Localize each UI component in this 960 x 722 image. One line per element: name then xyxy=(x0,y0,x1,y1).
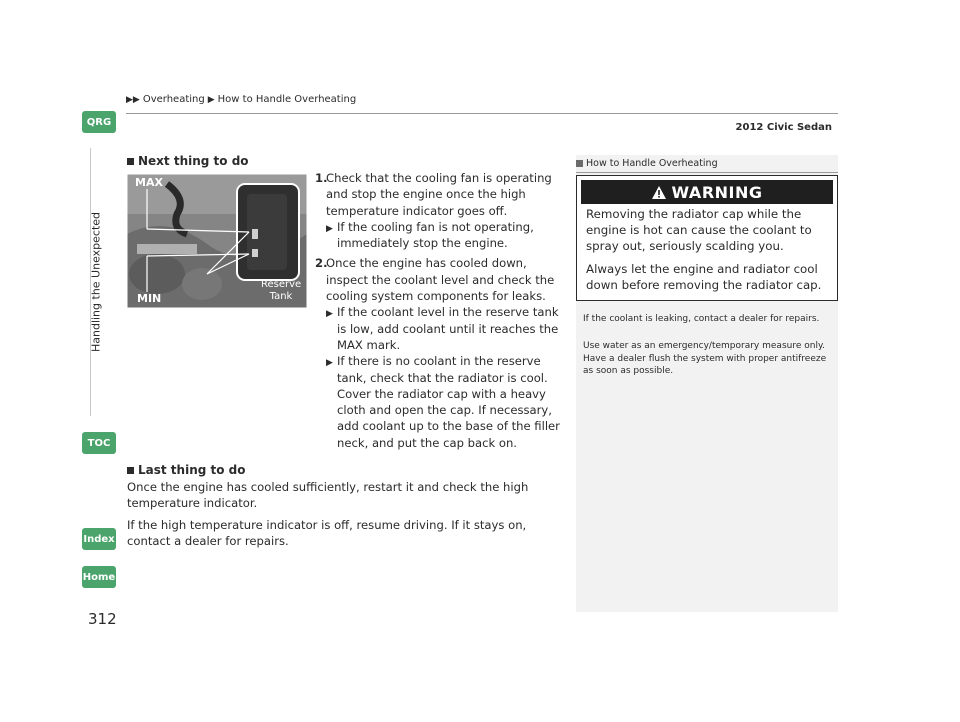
arrow-right-icon: ▶ xyxy=(326,309,333,320)
next-heading-text: Next thing to do xyxy=(138,154,249,168)
model-title: 2012 Civic Sedan xyxy=(735,122,832,133)
reserve-label-line2: Tank xyxy=(269,291,293,302)
breadcrumb-item-how-to-handle[interactable]: How to Handle Overheating xyxy=(217,94,357,105)
warning-triangle-icon xyxy=(652,186,666,199)
sub-item xyxy=(326,304,560,353)
sub-item xyxy=(326,353,560,451)
panel-title-text[interactable]: How to Handle Overheating xyxy=(586,158,718,169)
arrow-right-icon: ▶ xyxy=(326,358,333,369)
sub-item-text: If the coolant level in the reserve tank is low, add coolant until it reaches the MAX mark. xyxy=(337,305,559,352)
breadcrumb-item-overheating[interactable]: Overheating xyxy=(142,94,205,105)
tab-home[interactable]: Home xyxy=(82,566,116,588)
reserve-tank-label xyxy=(261,279,301,303)
warning-paragraph-1: Removing the radiator cap while the engine is hot can cause the coolant to spray out, seriously scalding you. xyxy=(586,207,812,253)
arrow-right-icon: ▶ xyxy=(326,223,333,234)
step-number: 1. xyxy=(315,171,328,185)
steps-list xyxy=(315,170,560,455)
next-heading xyxy=(127,154,249,168)
tab-qrg[interactable]: QRG xyxy=(82,111,116,133)
last-paragraph-2: If the high temperature indicator is off, resume driving. If it stays on, contact a dealer for repairs. xyxy=(127,518,527,549)
panel-note-1: If the coolant is leaking, contact a dealer for repairs. xyxy=(583,314,820,324)
step-number: 2. xyxy=(315,256,328,271)
panel-title-divider xyxy=(576,172,838,173)
step-2 xyxy=(315,255,560,451)
sub-item-text: If there is no coolant in the reserve tank, check that the radiator is cool. Cover the radiator cap with a heavy cloth and open the cap. If necessary, add coolant up to the base of the filler neck, and put the cap back on. xyxy=(337,354,560,450)
panel-note-2: Use water as an emergency/temporary measure only. Have a dealer flush the system with proper antifreeze as soon as possible. xyxy=(583,341,827,376)
section-label: Handling the Unexpected xyxy=(89,211,103,353)
square-bullet-icon xyxy=(127,158,134,165)
square-bullet-icon xyxy=(127,467,134,474)
header-divider xyxy=(126,113,838,114)
sub-item-text: If the cooling fan is not operating, immediately stop the engine. xyxy=(337,219,534,251)
last-paragraph-1: Once the engine has cooled sufficiently, restart it and check the high temperature indicator. xyxy=(127,480,529,511)
page-number: 312 xyxy=(88,610,117,628)
warning-paragraph-2: Always let the engine and radiator cool down before removing the radiator cap. xyxy=(586,262,822,292)
tab-toc[interactable]: TOC xyxy=(82,432,116,454)
reference-icon xyxy=(576,160,583,167)
panel-title xyxy=(576,158,718,169)
step-text: Check that the cooling fan is operating and stop the engine once the high temperature indicator goes off. xyxy=(326,171,552,218)
min-label: MIN xyxy=(137,292,162,305)
reserve-label-line1: Reserve xyxy=(261,279,302,290)
step-text: Once the engine has cooled down, inspect the coolant level and check the cooling system components for leaks. xyxy=(326,256,555,304)
max-label: MAX xyxy=(135,176,163,189)
last-heading-text: Last thing to do xyxy=(138,463,246,477)
last-heading xyxy=(127,463,246,477)
breadcrumb-arrow-icon: ▶ xyxy=(207,94,215,105)
step-1 xyxy=(315,170,560,251)
warning-header xyxy=(581,180,833,204)
breadcrumb-arrow-icon: ▶▶ xyxy=(126,94,140,105)
breadcrumb xyxy=(126,94,356,105)
warning-label: WARNING xyxy=(671,182,763,202)
sub-item xyxy=(326,219,560,252)
warning-box xyxy=(576,175,838,301)
engine-photo xyxy=(127,174,307,308)
tab-index[interactable]: Index xyxy=(82,528,116,550)
